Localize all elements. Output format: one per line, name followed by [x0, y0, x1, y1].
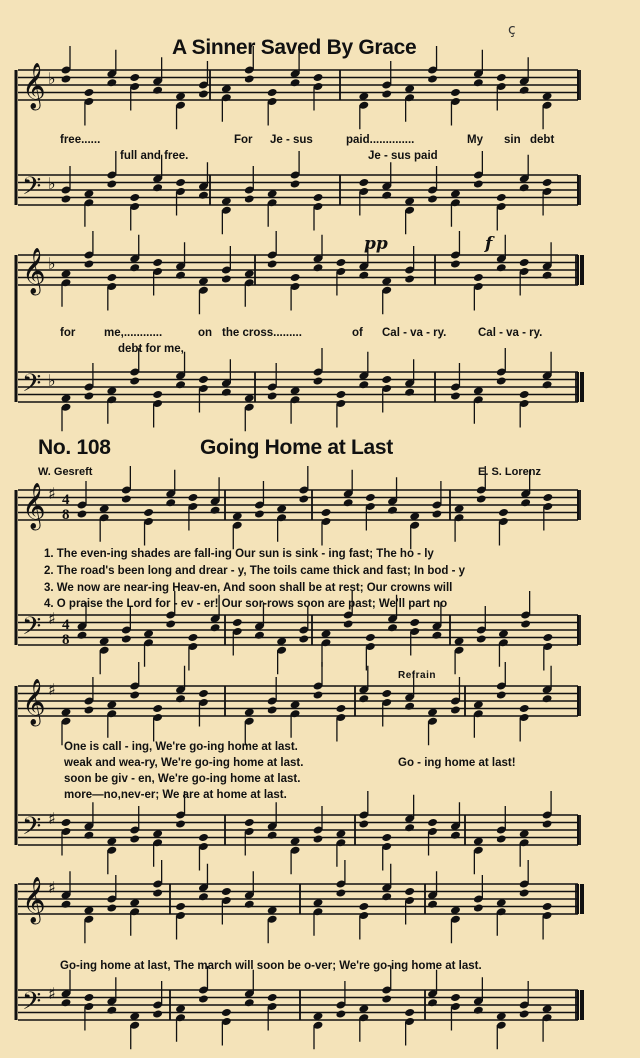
note-head: [175, 694, 186, 703]
note-head: [175, 380, 186, 389]
note-head: [365, 633, 376, 642]
note-head: [165, 619, 176, 628]
flat-icon: ♭: [48, 254, 56, 273]
note-head: [83, 391, 94, 400]
note-head: [381, 89, 392, 98]
note-head: [187, 633, 198, 642]
note-head: [381, 689, 392, 698]
note-head: [343, 619, 354, 628]
note-head: [358, 819, 369, 828]
hymn2-composer: E. S. Lorenz: [478, 466, 541, 478]
flat-icon: ♭: [48, 69, 56, 88]
note-head: [313, 834, 324, 843]
note-head: [198, 191, 209, 200]
note-head: [198, 892, 209, 901]
refrain-lyric: Go - ing home at last!: [398, 757, 516, 769]
note-head: [450, 259, 461, 268]
lyric-word: full and free.: [120, 150, 189, 162]
note-head: [152, 183, 163, 192]
hymn2-title: Going Home at Last: [200, 436, 393, 459]
note-head: [427, 998, 438, 1007]
note-head: [473, 78, 484, 87]
lyric-word: free......: [60, 134, 101, 146]
note-head: [321, 508, 332, 517]
note-head: [152, 390, 163, 399]
note-head: [519, 183, 530, 192]
note-head: [267, 993, 278, 1002]
time-signature-digit: 8: [62, 632, 70, 648]
note-head: [519, 258, 530, 267]
hymn2-number: No. 108: [38, 436, 111, 459]
note-head: [77, 509, 88, 518]
verse-3-line: soon be giv - en, We're go-ing home at last.: [64, 773, 301, 785]
sharp-icon: ♯: [48, 484, 56, 503]
verse-3-line: 3. We now are near-ing Heav-en, And soon shall be at rest; Our crowns will: [44, 582, 453, 594]
flat-icon: ♭: [48, 174, 56, 193]
hymn1-title: A Sinner Saved By Grace: [172, 36, 417, 59]
time-signature-digit: 8: [62, 507, 70, 523]
note-head: [187, 493, 198, 502]
note-head: [61, 194, 72, 203]
lyric-word: sin: [504, 134, 521, 146]
lyric-word: debt for me,: [118, 343, 184, 355]
note-head: [404, 1008, 415, 1017]
note-head: [387, 506, 398, 515]
note-head: [143, 508, 154, 517]
note-head: [267, 705, 278, 714]
note-head: [473, 273, 484, 282]
note-head: [221, 388, 232, 397]
note-head: [427, 74, 438, 83]
note-head: [152, 1009, 163, 1018]
note-head: [313, 690, 324, 699]
note-head: [313, 376, 324, 385]
note-head: [335, 258, 346, 267]
treble-clef-icon: 𝄞: [22, 483, 46, 529]
note-head: [121, 494, 132, 503]
note-head: [198, 375, 209, 384]
note-head: [404, 887, 415, 896]
note-head: [358, 178, 369, 187]
treble-clef-icon: 𝄞: [22, 248, 46, 294]
bass-clef-icon: 𝄢: [22, 812, 42, 847]
note-head: [343, 498, 354, 507]
note-head: [83, 831, 94, 840]
note-head: [198, 833, 209, 842]
note-head: [450, 705, 461, 714]
note-head: [496, 690, 507, 699]
page-mark-icon: ç: [508, 22, 516, 38]
note-head: [244, 194, 255, 203]
note-head: [129, 376, 140, 385]
lyric-word: Cal - va - ry.: [382, 327, 447, 339]
note-head: [61, 998, 72, 1007]
note-head: [232, 618, 243, 627]
note-head: [404, 388, 415, 397]
refrain-label: Refrain: [398, 670, 436, 681]
time-signature-digit: 4: [62, 617, 70, 633]
lyric-word: for: [60, 327, 76, 339]
note-head: [431, 509, 442, 518]
note-head: [198, 994, 209, 1003]
lyric-word: me,............: [104, 327, 163, 339]
note-head: [267, 259, 278, 268]
lyric-word: Cal - va - ry.: [478, 327, 543, 339]
note-head: [290, 78, 301, 87]
note-head: [221, 1008, 232, 1017]
note-head: [175, 271, 186, 280]
sharp-icon: ♯: [48, 809, 56, 828]
note-head: [381, 375, 392, 384]
lyric-word: of: [352, 327, 363, 339]
lyric-word: Je - sus: [270, 134, 313, 146]
note-head: [409, 618, 420, 627]
note-head: [496, 263, 507, 272]
note-head: [290, 273, 301, 282]
note-head: [298, 494, 309, 503]
note-head: [83, 259, 94, 268]
verse-1-line: One is call - ing, We're go-ing home at last.: [64, 741, 298, 753]
note-head: [244, 74, 255, 83]
note-head: [298, 634, 309, 643]
note-head: [106, 179, 117, 188]
note-head: [129, 263, 140, 272]
note-head: [473, 903, 484, 912]
note-head: [427, 818, 438, 827]
note-head: [129, 690, 140, 699]
final-barline: [580, 990, 584, 1020]
note-head: [519, 704, 530, 713]
note-head: [152, 888, 163, 897]
note-head: [335, 1009, 346, 1018]
note-head: [129, 73, 140, 82]
note-head: [335, 390, 346, 399]
note-head: [313, 193, 324, 202]
note-head: [381, 892, 392, 901]
note-head: [496, 834, 507, 843]
bass-clef-icon: 𝄢: [22, 987, 42, 1022]
note-head: [450, 391, 461, 400]
final-barline: [580, 372, 584, 402]
note-head: [175, 902, 186, 911]
final-barline: [580, 884, 584, 914]
note-head: [210, 506, 221, 515]
treble-clef-icon: 𝄞: [22, 877, 46, 923]
note-head: [404, 702, 415, 711]
note-head: [83, 88, 94, 97]
lyric-word: My: [467, 134, 483, 146]
note-head: [175, 819, 186, 828]
note-head: [254, 509, 265, 518]
note-head: [381, 191, 392, 200]
lyric-word: paid..............: [346, 134, 415, 146]
note-head: [152, 704, 163, 713]
sharp-icon: ♯: [48, 609, 56, 628]
verse-1-line: 1. The even-ing shades are fall-ing Our sun is sink - ing fast; The ho - ly: [44, 548, 434, 560]
refrain-lyric: Go-ing home at last, The march will soon be o-ver; We're go-ing home at last.: [60, 960, 482, 972]
note-head: [106, 1006, 117, 1015]
note-head: [335, 704, 346, 713]
note-head: [358, 902, 369, 911]
note-head: [77, 631, 88, 640]
note-head: [221, 274, 232, 283]
note-head: [427, 900, 438, 909]
note-head: [381, 994, 392, 1003]
note-head: [520, 498, 531, 507]
note-head: [496, 73, 507, 82]
lyric-word: Je - sus paid: [368, 150, 438, 162]
bass-clef-icon: 𝄢: [22, 612, 42, 647]
time-signature-digit: 4: [62, 492, 70, 508]
note-head: [358, 271, 369, 280]
note-head: [519, 1009, 530, 1018]
note-head: [476, 494, 487, 503]
note-head: [473, 1006, 484, 1015]
note-head: [450, 88, 461, 97]
treble-clef-icon: 𝄞: [22, 63, 46, 109]
lyric-word: the cross.........: [222, 327, 302, 339]
hymn2-author: W. Gesreft: [38, 466, 93, 478]
note-head: [520, 619, 531, 628]
note-head: [496, 376, 507, 385]
note-head: [335, 888, 346, 897]
note-head: [254, 631, 265, 640]
note-head: [542, 271, 553, 280]
note-head: [267, 88, 278, 97]
note-head: [358, 694, 369, 703]
note-head: [61, 818, 72, 827]
note-head: [198, 689, 209, 698]
treble-clef-icon: 𝄞: [22, 679, 46, 725]
note-head: [313, 73, 324, 82]
note-head: [165, 498, 176, 507]
sharp-icon: ♯: [48, 680, 56, 699]
note-head: [476, 634, 487, 643]
note-head: [404, 823, 415, 832]
verse-4-line: 4. O praise the Lord for - ev - er! Our sor-rows soon are past; We'll part no: [44, 598, 448, 610]
note-head: [381, 833, 392, 842]
note-head: [267, 831, 278, 840]
note-head: [267, 391, 278, 400]
note-head: [358, 380, 369, 389]
note-head: [519, 390, 530, 399]
sharp-icon: ♯: [48, 984, 56, 1003]
note-head: [61, 900, 72, 909]
note-head: [496, 193, 507, 202]
note-head: [106, 78, 117, 87]
bass-clef-icon: 𝄢: [22, 369, 42, 404]
note-head: [473, 179, 484, 188]
note-head: [542, 902, 553, 911]
dynamic-forte: f: [485, 234, 493, 254]
note-head: [106, 273, 117, 282]
note-head: [542, 380, 553, 389]
note-head: [365, 493, 376, 502]
note-head: [175, 178, 186, 187]
note-head: [198, 89, 209, 98]
note-head: [83, 993, 94, 1002]
note-head: [244, 818, 255, 827]
note-head: [61, 74, 72, 83]
note-head: [290, 179, 301, 188]
note-head: [387, 623, 398, 632]
note-head: [221, 887, 232, 896]
note-head: [83, 705, 94, 714]
note-head: [152, 86, 163, 95]
note-head: [129, 193, 140, 202]
verse-4-line: more—no,nev-er; We are at home at last.: [64, 789, 287, 801]
note-head: [498, 508, 509, 517]
note-head: [152, 258, 163, 267]
note-head: [427, 194, 438, 203]
note-head: [210, 623, 221, 632]
final-barline: [580, 255, 584, 285]
note-head: [106, 903, 117, 912]
note-head: [542, 819, 553, 828]
sharp-icon: ♯: [48, 878, 56, 897]
verse-2-line: 2. The road's been long and drear - y, The toils came thick and fast; In bod - y: [44, 565, 466, 577]
note-head: [129, 834, 140, 843]
lyric-word: on: [198, 327, 213, 339]
lyric-word: For: [234, 134, 253, 146]
flat-icon: ♭: [48, 371, 56, 390]
note-head: [542, 178, 553, 187]
note-head: [244, 900, 255, 909]
lyric-word: debt: [530, 134, 555, 146]
bass-clef-icon: 𝄢: [22, 172, 42, 207]
note-head: [431, 631, 442, 640]
note-head: [542, 633, 553, 642]
note-head: [121, 634, 132, 643]
note-head: [404, 274, 415, 283]
note-head: [313, 263, 324, 272]
note-head: [450, 993, 461, 1002]
note-head: [519, 888, 530, 897]
note-head: [244, 998, 255, 1007]
dynamic-pianissimo: pp: [364, 234, 388, 254]
verse-2-line: weak and wea-ry, We're go-ing home at last.: [64, 757, 304, 769]
note-head: [542, 493, 553, 502]
note-head: [450, 831, 461, 840]
note-head: [519, 86, 530, 95]
note-head: [542, 694, 553, 703]
